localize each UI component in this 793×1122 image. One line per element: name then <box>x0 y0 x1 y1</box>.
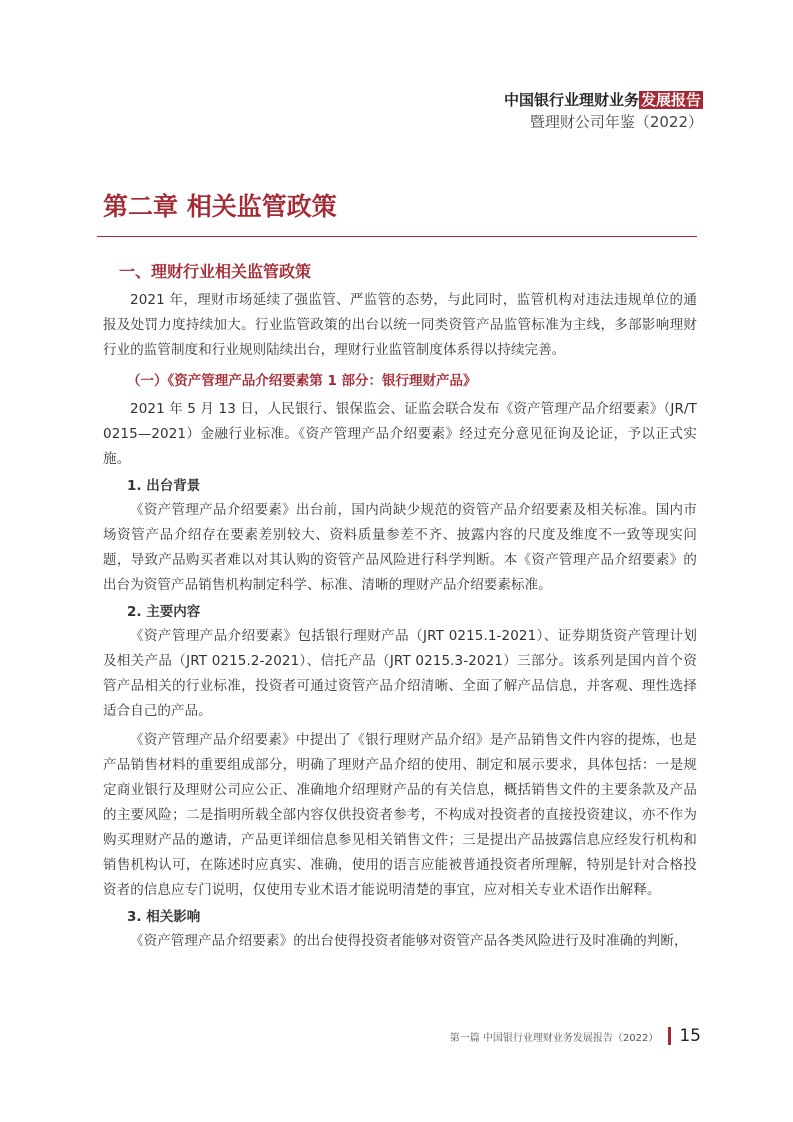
page-number: 15 <box>679 1026 701 1046</box>
footer-divider <box>668 1027 671 1045</box>
paragraph: 《资产管理产品介绍要素》的出台使得投资者能够对资管产品各类风险进行及时准确的判断， <box>130 933 688 949</box>
item-heading: 1. 出台背景 <box>127 478 201 494</box>
paragraph: 《资产管理产品介绍要素》包括银行理财产品（JRT 0215.1-2021）、证券期货资产管理计划及相关产品（JRT 0215.2-2021）、信托产品（JRT 0215.3-2021）三部分。该系列是国内首个资管产品相关的行业标准，投资者可通过资管产品介绍清晰、全面了解产品信息，并客观、理性选择适合自己的产品。 <box>103 628 697 719</box>
page-content <box>103 260 697 954</box>
footer-text: 第一篇 中国银行业理财业务发展报告（2022） <box>449 1032 659 1044</box>
section-heading: 一、理财行业相关监管政策 <box>119 262 312 281</box>
item-heading: 3. 相关影响 <box>127 909 201 925</box>
running-header <box>504 90 703 133</box>
header-title-accent: 发展报告 <box>640 91 701 109</box>
page-footer <box>450 1026 701 1046</box>
paragraph: 《资产管理产品介绍要素》出台前，国内尚缺少规范的资管产品介绍要素及相关标准。国内市场资管产品介绍存在要素差别较大、资料质量参差不齐、披露内容的尺度及维度不一致等现实问题，导致产品购买者难以对其认购的资管产品风险进行科学判断。本《资产管理产品介绍要素》的出台为资管产品销售机构制定科学、标准、清晰的理财产品介绍要素标准。 <box>103 502 697 593</box>
paragraph: 2021 年，理财市场延续了强监管、严监管的态势，与此同时，监管机构对违法违规单位的通报及处罚力度持续加大。行业监管政策的出台以统一同类资管产品监管标准为主线，多部影响理财行业的监管制度和行业规则陆续出台，理财行业监管制度体系得以持续完善。 <box>103 292 697 358</box>
header-subtitle: 暨理财公司年鉴（2022） <box>529 113 703 131</box>
item-heading: 2. 主要内容 <box>127 604 201 620</box>
header-title-main: 中国银行业理财业务 <box>503 91 639 109</box>
paragraph: 《资产管理产品介绍要素》中提出了《银行理财产品介绍》是产品销售文件内容的提炼，也是产品销售材料的重要组成部分，明确了理财产品介绍的使用、制定和展示要求，具体包括：一是规定商业银行及理财公司应公正、准确地介绍理财产品的有关信息，概括销售文件的主要条款及产品的主要风险；二是指明所载全部内容仅供投资者参考，不构成对投资者的直接投资建议，亦不作为购买理财产品的邀请，产品更详细信息参见相关销售文件；三是提出产品披露信息应经发行机构和销售机构认可，在陈述时应真实、准确，使用的语言应能被普通投资者所理解，特别是针对合格投资者的信息应专门说明，仅使用专业术语才能说明清楚的事宜，应对相关专业术语作出解释。 <box>103 732 697 898</box>
paragraph: 2021 年 5 月 13 日，人民银行、银保监会、证监会联合发布《资产管理产品介绍要素》（JR/T 0215—2021）金融行业标准。《资产管理产品介绍要素》经过充分意见征询及论证，予以正式实施。 <box>103 401 697 467</box>
subsection-heading: （一）《资产管理产品介绍要素第 1 部分：银行理财产品》 <box>127 373 477 389</box>
chapter-title: 第二章 相关监管政策 <box>103 192 337 221</box>
header-title <box>504 90 703 110</box>
chapter-divider <box>97 236 697 237</box>
